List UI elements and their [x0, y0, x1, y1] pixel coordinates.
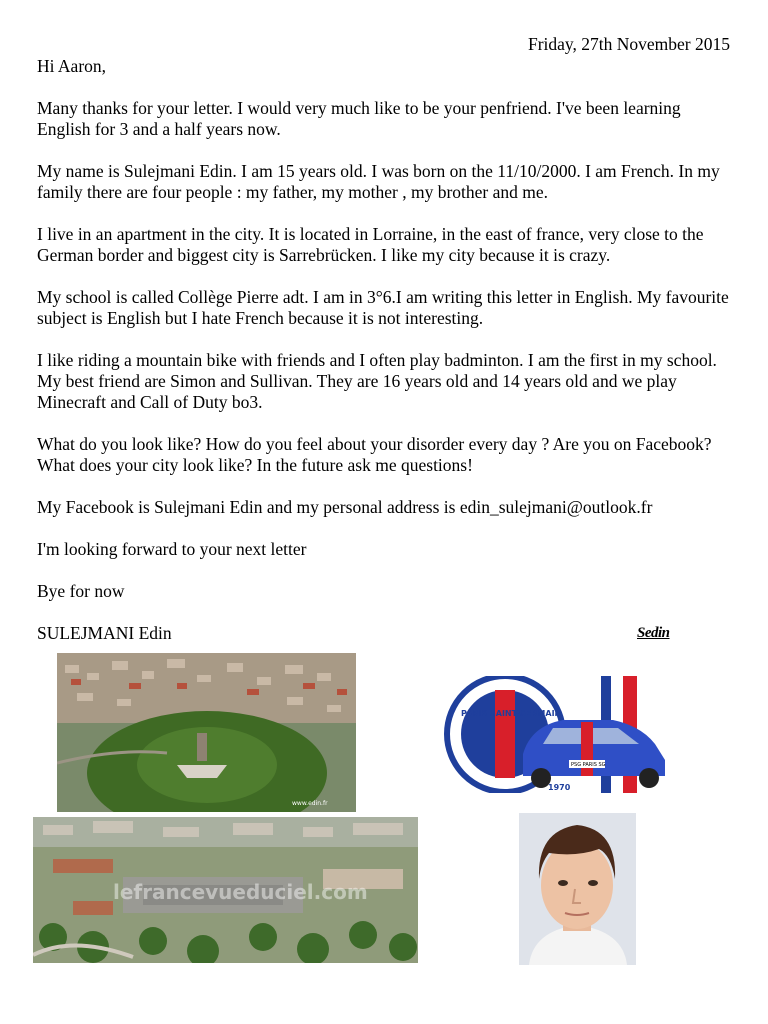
psg-year: 1970 [548, 783, 571, 792]
portrait-photo [519, 813, 636, 965]
city-aerial-photo [57, 653, 356, 812]
signature-row [37, 623, 737, 645]
letter-body [37, 56, 737, 645]
paragraph-about-me: My name is Sulejmani Edin. I am 15 years old. I was born on the 11/10/2000. I am French. In my family there are four people : my father, my mother , my brother and me. [37, 161, 720, 202]
campus-watermark: lefrancevueduciel.com [113, 880, 368, 904]
school-aerial-photo [33, 817, 418, 963]
letter-date: Friday, 27th November 2015 [527, 34, 730, 54]
paragraph-city: I live in an apartment in the city. It is located in Lorraine, in the east of france, very close to the German border and biggest city is Sarrebrücken. I like my city because it is crazy. [37, 224, 704, 265]
paragraph-contact: My Facebook is Sulejmani Edin and my personal address is edin_sulejmani@outlook.fr [37, 497, 653, 517]
paragraph-penfriend: Many thanks for your letter. I would very much like to be your penfriend. I've been learning English for 3 and a half years now. [37, 98, 681, 139]
greeting: Hi Aaron, [37, 56, 107, 76]
signature-script: Sedin [637, 625, 670, 641]
paragraph-hobbies: I like riding a mountain bike with friends and I often play badminton. I am the first in my school. My best friend are Simon and Sullivan. They are 16 years old and 14 years old and we play Minecraft and Call of Duty bo3. [37, 350, 717, 412]
psg-ring-text: PARIS SAINT-GERMAIN [461, 709, 562, 718]
paragraph-closing: I'm looking forward to your next letter [37, 539, 307, 559]
paragraph-school: My school is called Collège Pierre adt. I am in 3°6.I am writing this letter in English. My favourite subject is English but I hate French because it is not interesting. [37, 287, 729, 328]
paragraph-farewell: Bye for now [37, 581, 125, 601]
psg-logo-image [443, 676, 669, 793]
signature-name: SULEJMANI Edin [37, 623, 172, 643]
aerial-watermark: www.edin.fr [292, 800, 328, 807]
car-plate: PSG PARIS SG [571, 762, 606, 768]
paragraph-questions: What do you look like? How do you feel about your disorder every day ? Are you on Facebook? What does your city look like? In the future ask me questions! [37, 434, 712, 475]
